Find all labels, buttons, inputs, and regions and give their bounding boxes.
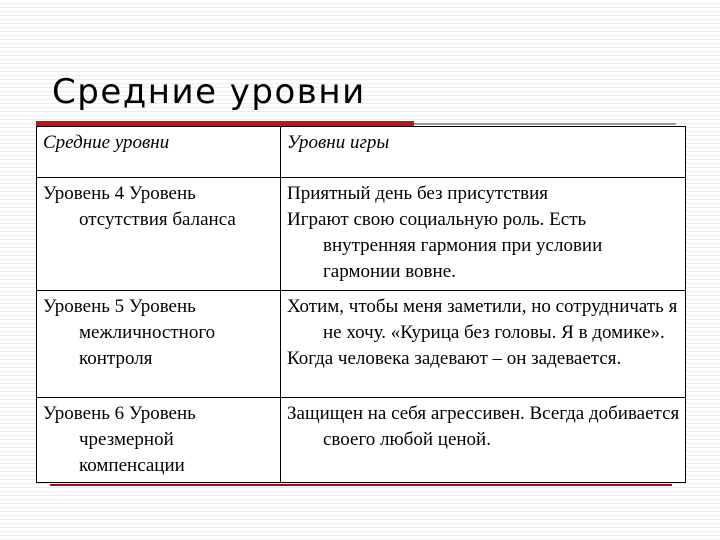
levels-table — [36, 126, 686, 483]
level-cell — [37, 178, 281, 291]
level-cell — [37, 291, 281, 398]
games-cell — [281, 398, 686, 483]
table-row — [37, 398, 686, 483]
bottom-accent-line — [50, 484, 672, 486]
games-cell — [281, 291, 686, 398]
games-text: Защищен на себя агрессивен. Всегда добивается своего любой ценой. — [287, 403, 680, 450]
slide-title: Средние уровни — [52, 72, 366, 112]
games-text: Играют свою социальную роль. Есть внутренняя гармония при условии гармонии вовне. — [287, 209, 603, 282]
level-text: Уровень 4 Уровень отсутствия баланса — [43, 183, 236, 230]
header-cell-game-levels: Уровни игры — [281, 127, 686, 178]
level-text: Уровень 6 Уровень чрезмерной компенсации — [43, 403, 196, 476]
header-cell-middle-levels: Средние уровни — [37, 127, 281, 178]
games-text: Хотим, чтобы меня заметили, но сотрудничать я не хочу. «Курица без головы. Я в домике». — [287, 296, 678, 343]
level-text: Уровень 5 Уровень межличностного контроля — [43, 296, 216, 369]
level-cell — [37, 398, 281, 483]
table-row — [37, 291, 686, 398]
games-text: Когда человека задевают – он задевается. — [287, 348, 622, 369]
table-header-row — [37, 127, 686, 178]
table-row — [37, 178, 686, 291]
games-cell — [281, 178, 686, 291]
games-text: Приятный день без присутствия — [287, 183, 548, 204]
